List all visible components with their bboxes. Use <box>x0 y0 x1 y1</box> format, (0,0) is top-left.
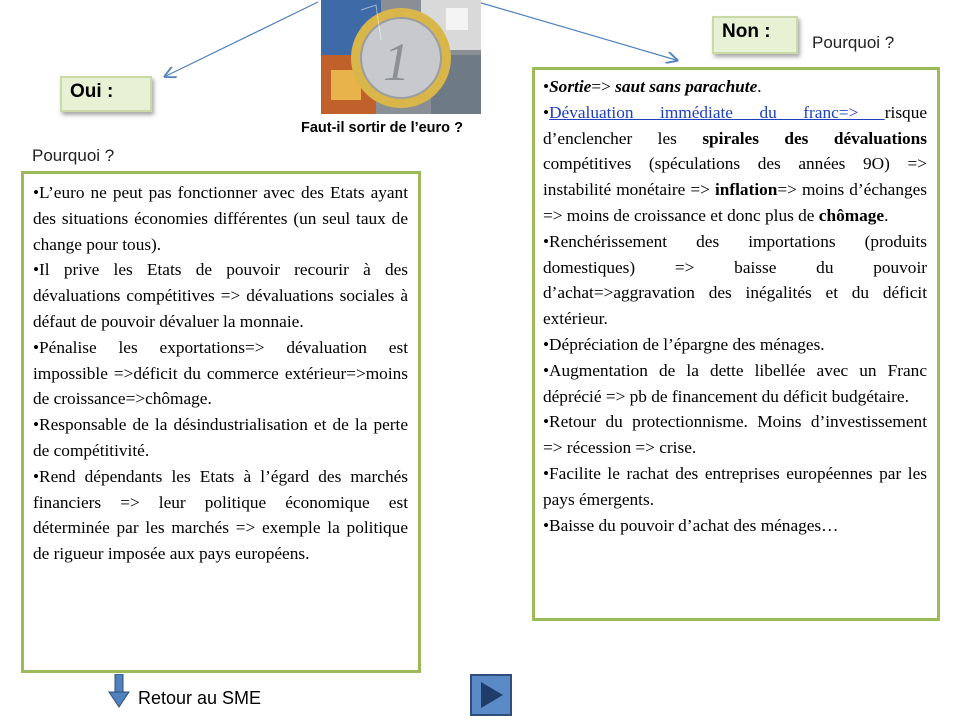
arrow-to-non <box>478 2 676 60</box>
list-item: •Rend dépendants les Etats à l’égard des marchés financiers => leur politique économique est déterminée par les marchés => exemple la politique de rigueur imposée aux pays européens. <box>33 466 408 564</box>
list-item: •L’euro ne peut pas fonctionner avec des Etats ayant des situations économies différentes (un seul taux de change pour tous). <box>33 183 408 254</box>
next-slide-button[interactable] <box>470 674 512 716</box>
list-item: •Dévaluation immédiate du franc=> risque d’enclencher les spirales des dévaluations compétitives (spéculations des années 9O) => instabilité monétaire => inflation=> moins d’échanges => moins de croissance et donc plus de chômage. <box>543 102 928 225</box>
non-pourquoi: Pourquoi ? <box>812 33 895 52</box>
list-item: •Pénalise les exportations=> dévaluation est impossible =>déficit du commerce extérieur=>moins de croissance=>chômage. <box>33 337 408 409</box>
non-list <box>543 74 927 538</box>
list-item: •Sortie=> saut sans parachute. <box>543 77 762 96</box>
list-item: •Augmentation de la dette libellée avec un Franc déprécié => pb de financement du déficit budgétaire. <box>543 360 927 406</box>
list-item: •Il prive les Etats de pouvoir recourir à des dévaluations compétitives => dévaluations sociales à défaut de pouvoir dévaluer la monnaie. <box>33 260 408 331</box>
down-arrow-icon[interactable] <box>108 674 130 708</box>
list-item: •Responsable de la désindustrialisation et de la perte de compétitivité. <box>33 415 408 460</box>
svg-text:1: 1 <box>383 32 410 92</box>
oui-label-box <box>60 76 152 112</box>
oui-pourquoi: Pourquoi ? <box>32 146 115 165</box>
play-icon <box>472 676 510 714</box>
non-label: Non : <box>722 21 771 42</box>
euro-coin-image <box>321 0 481 114</box>
list-item: •Facilite le rachat des entreprises européennes par les pays émergents. <box>543 463 927 509</box>
main-question: Faut-il sortir de l’euro ? <box>301 120 463 136</box>
oui-label: Oui : <box>70 81 114 102</box>
non-label-box <box>712 16 798 54</box>
oui-panel <box>21 171 421 673</box>
non-panel <box>532 67 940 621</box>
oui-list <box>33 180 408 567</box>
devaluation-link[interactable]: Dévaluation immédiate du franc=> <box>549 102 885 122</box>
list-item: •Retour du protectionnisme. Moins d’investissement => récession => crise. <box>543 412 927 458</box>
arrow-to-oui <box>166 2 318 76</box>
list-item: •Dépréciation de l’épargne des ménages. <box>543 334 825 354</box>
list-item: •Renchérissement des importations (produits domestiques) => baisse du pouvoir d’achat=>aggravation des inégalités et du déficit extérieur. <box>543 231 927 329</box>
list-item: •Baisse du pouvoir d’achat des ménages… <box>543 515 839 535</box>
retour-sme-link[interactable]: Retour au SME <box>138 688 262 708</box>
